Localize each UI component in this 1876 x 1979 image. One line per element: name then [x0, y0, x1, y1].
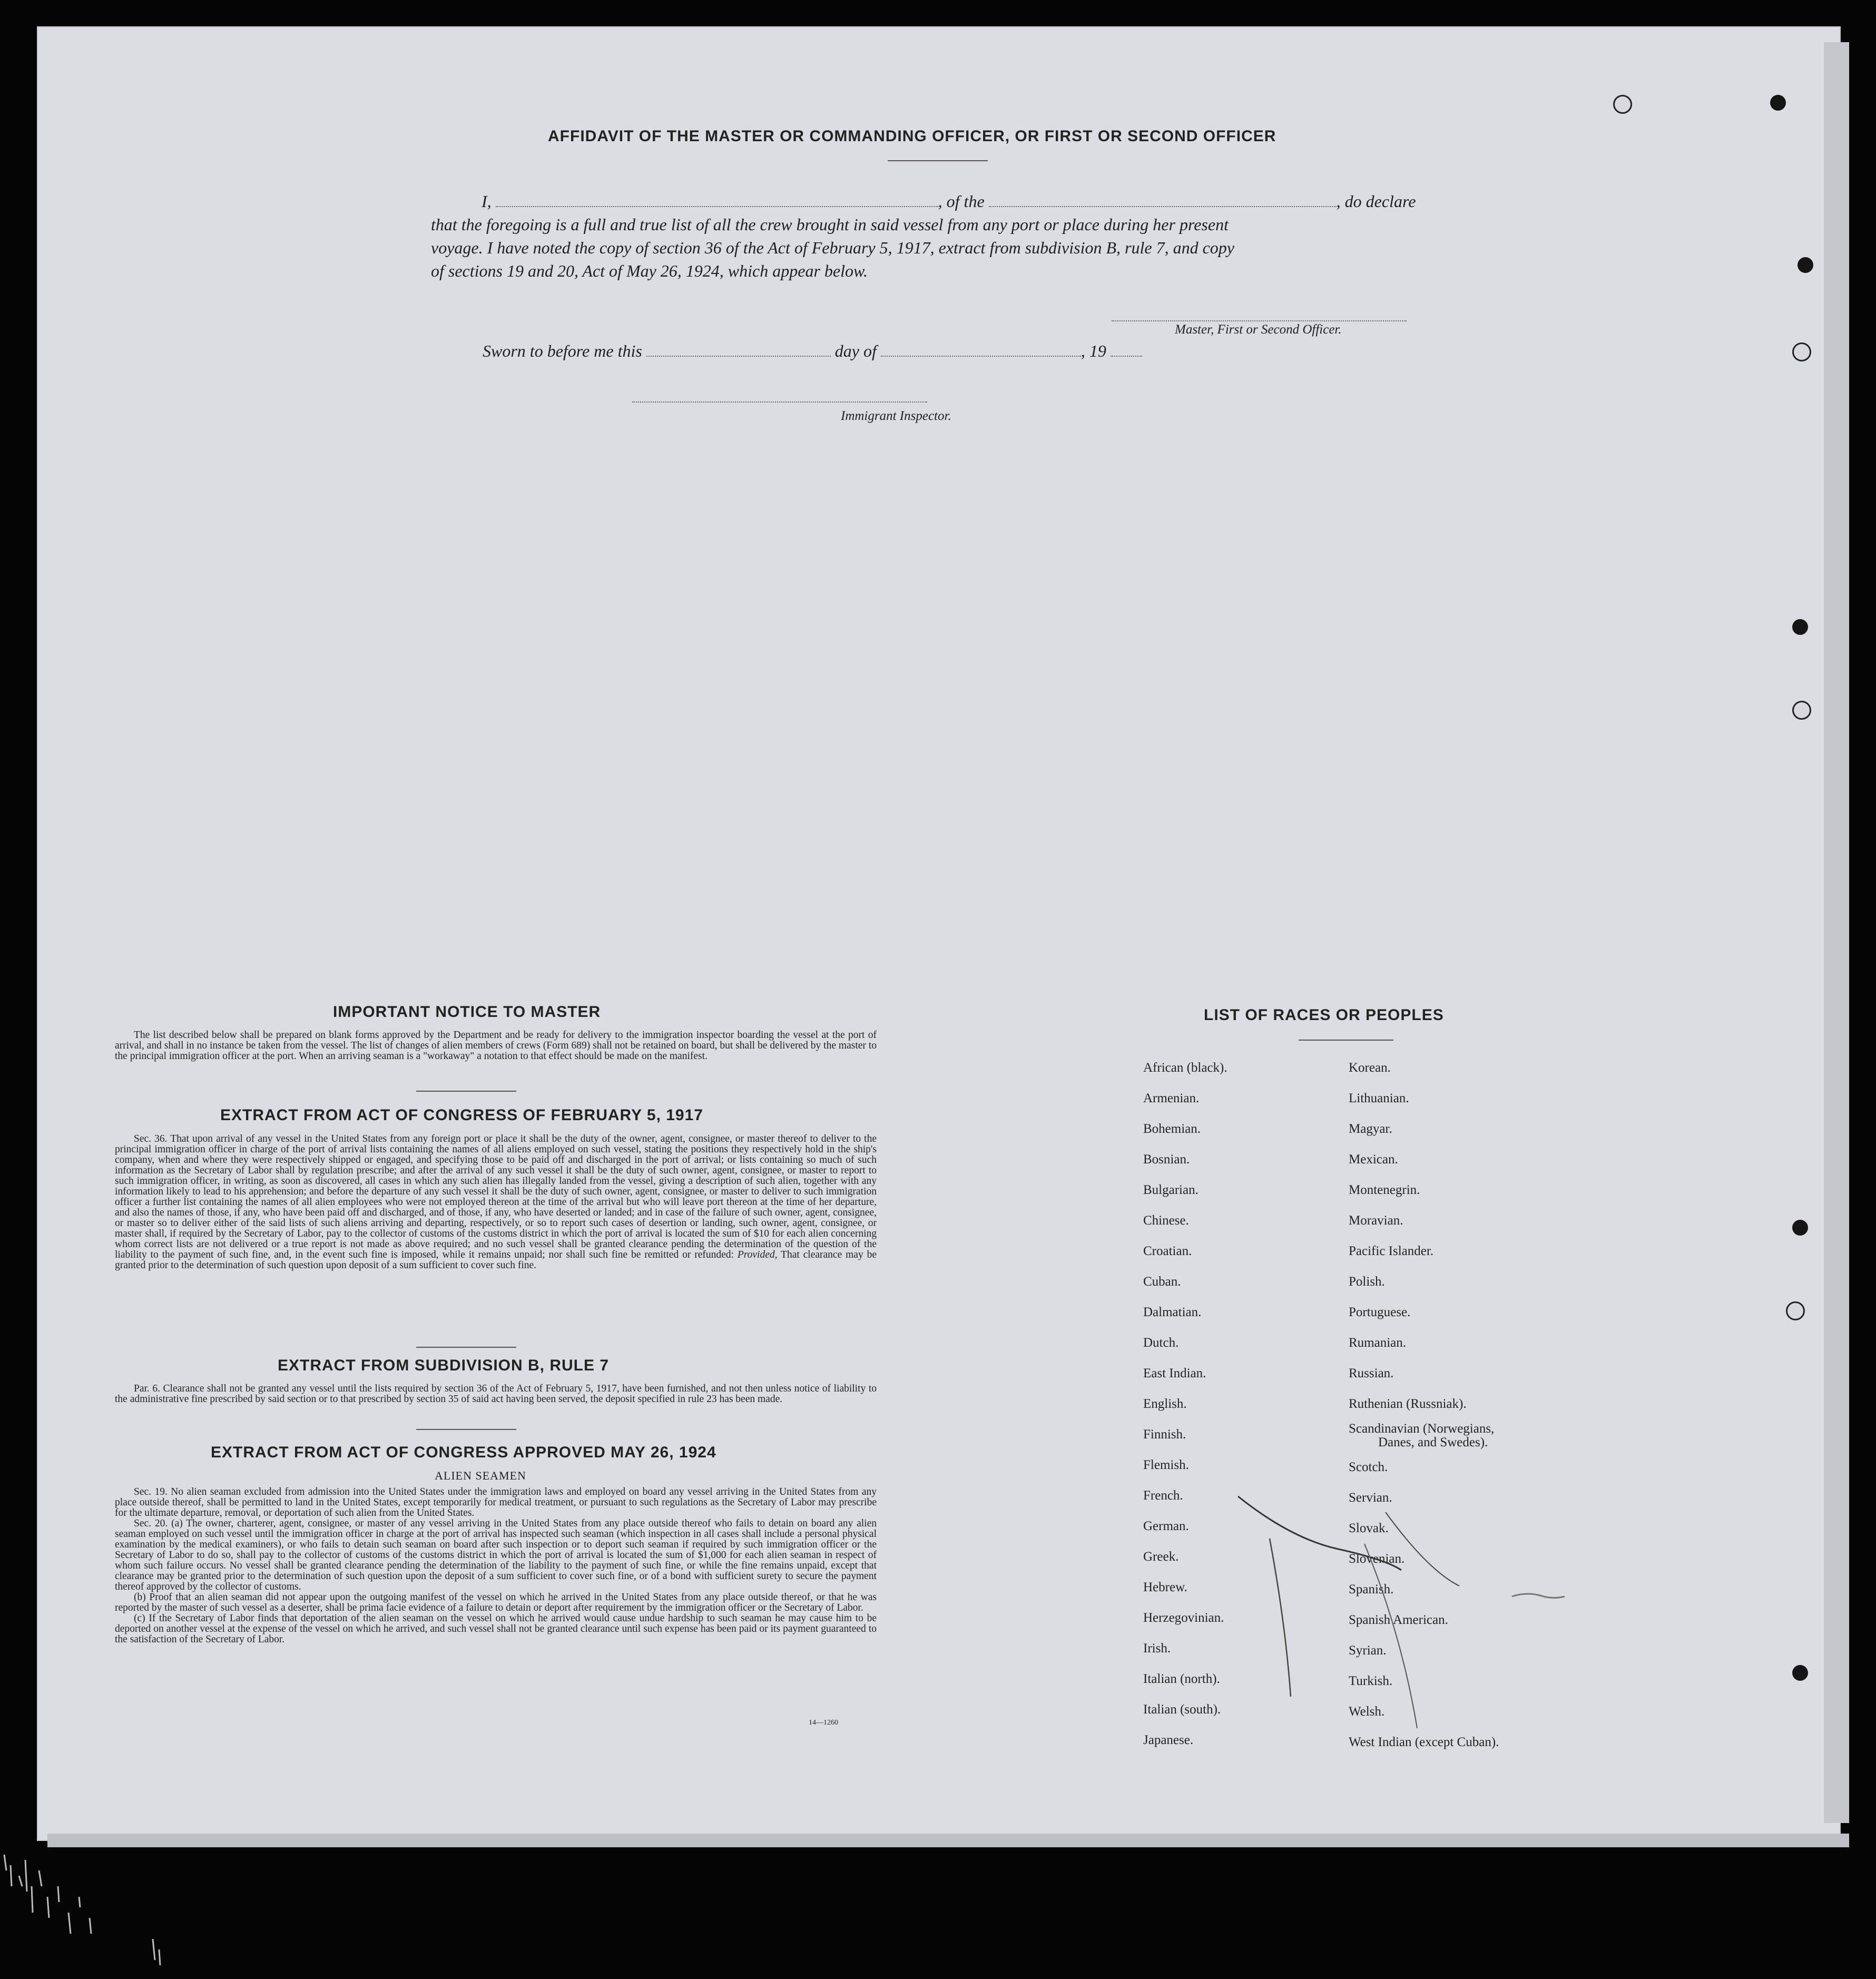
affidavit-line-2: that the foregoing is a full and true list of all the crew brought in said vessel from any port or place during her present [431, 215, 1229, 234]
race-item: East Indian. [1143, 1366, 1206, 1380]
race-item: Ruthenian (Russniak). [1349, 1397, 1467, 1411]
inspector-signature-line[interactable] [632, 388, 927, 403]
race-item-line: Scandinavian (Norwegians, [1349, 1422, 1495, 1436]
race-item: Armenian. [1143, 1091, 1200, 1105]
binder-hole [1770, 95, 1786, 111]
race-item: Rumanian. [1349, 1336, 1407, 1350]
binder-hole [1792, 1665, 1808, 1681]
affidavit-body [431, 190, 1442, 282]
proviso-label: Provided, [737, 1249, 778, 1260]
sheet-edge [1824, 42, 1849, 1823]
race-item: Slovenian. [1349, 1552, 1405, 1566]
month-blank[interactable] [881, 342, 1081, 357]
race-item: Russian. [1349, 1366, 1394, 1380]
form-number: 14—1260 [809, 1719, 838, 1727]
race-item: French. [1143, 1488, 1183, 1503]
race-item: Italian (north). [1143, 1672, 1220, 1686]
affidavit-title: AFFIDAVIT OF THE MASTER OR COMMANDING OFFICER, OR FIRST OR SECOND OFFICER [548, 128, 1276, 145]
rule7-title: EXTRACT FROM SUBDIVISION B, RULE 7 [278, 1357, 610, 1374]
year-blank[interactable] [1111, 342, 1142, 357]
race-item: Chinese. [1143, 1213, 1189, 1228]
rule7-body [115, 1384, 877, 1405]
race-item: English. [1143, 1397, 1187, 1411]
sec-36-text: That upon arrival of any vessel in the United States from any foreign port or place it shall be the duty of the owner, agent, consignee, or master thereof to deliver to the principal immigration officer in charge of the port of arrival lists containing the names of all aliens employed on such vessel, stating the positions they respectively hold in the ship's company, when and where they were respectively shipped or engaged, and specifying those to be paid off and discharged in the port of arrival; or lists containing so much of such information as the Secretary of Labor shall by regulation prescribe; and after the arrival of any such vessel it shall be the duty of such owner, agent, consignee, or master to report to such immigration officer, in writing, as soon as discovered, all cases in which any such alien has illegally landed from the vessel, giving a description of such alien, together with any information likely to lead to his apprehension; and before the departure of any such vessel it shall be the duty of such owner, agent, consignee, or master to deliver to such immigration officer a further list containing the names of all alien employees who were not employed thereon at the time of the arrival but who will leave port thereon at the time of her departure, and also the names of those, if any, who have been paid off and discharged, and of those, if any, who have deserted or landed; and in case of the failure of such owner, agent, consignee, or master so to deliver either of the said lists of such aliens arriving and departing, respectively, or so to report such cases of desertion or landing, such owner, agent, consignee, or master shall, if required by the Secretary of Labor, pay to the collector of customs of the customs district in which the port of arrival is located the sum of $10 for each alien concerning whom correct lists are not delivered or a true report is not made as above required; and no such vessel shall be granted clearance pending the determination of the question of the liability to the payment of such fine, and, in the event such fine is imposed, while it remains unpaid; nor shall such fine be remitted or refunded: [115, 1133, 877, 1260]
races-left-column [1143, 1053, 1227, 1756]
sworn-line [483, 341, 1142, 361]
race-item: Herzegovinian. [1143, 1611, 1224, 1625]
race-item: Bohemian. [1143, 1122, 1201, 1136]
race-item: Dutch. [1143, 1336, 1179, 1350]
race-item: Moravian. [1349, 1213, 1403, 1228]
race-item: Korean. [1349, 1061, 1391, 1075]
sec-20b-text: (b) Proof that an alien seaman did not appear upon the outgoing manifest of the vessel on which he arrived in the United States from any place outside thereof, or that he was reported by the master of such vessel as a deserter, shall be prima facie evidence of a failure to detain or deport after requirement by the immigration officer or the Secretary of Labor. [115, 1592, 877, 1613]
race-item [1349, 1419, 1499, 1452]
pencil-scribble [1227, 1465, 1596, 1749]
title-rule [888, 160, 988, 161]
sec-20a-text: Sec. 20. (a) The owner, charterer, agent, consignee, or master of any vessel arriving in the United States from any place outside thereof who fails to detain on board any alien seaman employed on such vessel until the immigration officer in charge at the port of arrival has inspected such seaman (which inspection in all cases shall include a personal physical examination by the medical examiners), or who fails to detain such seaman on board after such inspection or to deport such seaman if required by such immigration officer or the Secretary of Labor to do so, shall pay to the collector of customs of the customs district in which the port of arrival is located the sum of $1,000 for each alien seaman in respect of whom such failure occurs. No vessel shall be granted clearance pending the determination of the liability to the payment of such fine, or while the fine remains unpaid, except that clearance may be granted prior to the determination of such question upon the deposit of a sum sufficient to cover such fine, or of a bond with sufficient surety to secure the payment thereof approved by the collector of customs. [115, 1518, 877, 1592]
race-item: Spanish. [1349, 1582, 1394, 1596]
extract-1917-rule [416, 1347, 516, 1348]
race-item: Montenegrin. [1349, 1183, 1420, 1197]
race-item: German. [1143, 1519, 1189, 1533]
race-item: Greek. [1143, 1550, 1179, 1564]
notice-text: The list described below shall be prepared on blank forms approved by the Department and be ready for delivery to the immigration inspector boarding the vessel at the port of arrival, and shall in no instance be taken from the vessel. The list of changes of alien members of crews (Form 689) shall not be retained on board, but shall be delivered by the master to the principal immigration officer at the port. When an arriving seaman is a "workaway" a notation to that effect should be made on the manifest. [115, 1030, 877, 1062]
notice-title: IMPORTANT NOTICE TO MASTER [333, 1003, 601, 1021]
binder-hole [1792, 1220, 1808, 1236]
race-item: African (black). [1143, 1061, 1227, 1075]
race-item: Irish. [1143, 1641, 1171, 1655]
race-item: Welsh. [1349, 1704, 1385, 1719]
sheet-bottom-edge [47, 1834, 1849, 1847]
binder-hole [1786, 1301, 1805, 1320]
race-item: Magyar. [1349, 1122, 1392, 1136]
race-item: Dalmatian. [1143, 1305, 1202, 1319]
binder-hole [1798, 257, 1813, 273]
race-item: Pacific Islander. [1349, 1244, 1434, 1258]
day-of-label: day of [834, 341, 877, 360]
race-item: Hebrew. [1143, 1580, 1187, 1594]
act-1924-body [115, 1487, 877, 1645]
inspector-signature-label: Immigrant Inspector. [841, 409, 951, 423]
affidavit-of-the: , of the [938, 192, 985, 211]
affidavit-i: I, [482, 192, 492, 211]
race-item: Polish. [1349, 1275, 1385, 1289]
race-item: Italian (south). [1143, 1702, 1221, 1717]
race-item: Bulgarian. [1143, 1183, 1199, 1197]
year-prefix: , 19 [1081, 341, 1106, 360]
alien-seamen-subtitle: ALIEN SEAMEN [435, 1469, 526, 1482]
race-item: Turkish. [1349, 1674, 1393, 1688]
race-item: Spanish American. [1349, 1613, 1448, 1627]
affidavit-line-1 [431, 190, 1442, 213]
affidavit-declare: , do declare [1336, 192, 1416, 211]
race-item: Cuban. [1143, 1275, 1181, 1289]
race-item: Bosnian. [1143, 1152, 1190, 1167]
race-item: Slovak. [1349, 1521, 1389, 1535]
race-item: West Indian (except Cuban). [1349, 1735, 1499, 1749]
proviso-text: That clearance may be granted prior to the determination of such question upon deposit of a sum sufficient to cover such fine. [115, 1249, 877, 1271]
race-item: Mexican. [1349, 1152, 1398, 1167]
races-rule [1299, 1040, 1393, 1041]
race-item: Servian. [1349, 1491, 1392, 1505]
sec-19-text: Sec. 19. No alien seaman excluded from admission into the United States under the immigration laws and employed on board any vessel arriving in the United States from any place outside thereof, shall be permitted to land in the United States, except temporarily for medical treatment, or pursuant to such regulations as the Secretary of Labor may prescribe for the ultimate departure, removal, or deportation of such alien from the United States. [115, 1486, 877, 1518]
master-signature-label: Master, First or Second Officer. [1175, 322, 1342, 337]
race-item: Portuguese. [1349, 1305, 1411, 1319]
master-signature-line[interactable] [1112, 307, 1407, 321]
extract-1917-title: EXTRACT FROM ACT OF CONGRESS OF FEBRUARY 5, 1917 [220, 1106, 703, 1124]
name-blank[interactable] [496, 192, 938, 207]
affidavit-line-4: of sections 19 and 20, Act of May 26, 1924, which appear below. [431, 261, 868, 280]
races-title: LIST OF RACES OR PEOPLES [1204, 1006, 1444, 1024]
vessel-blank[interactable] [989, 192, 1337, 207]
binder-hole [1792, 701, 1811, 720]
rule7-text: Par. 6. Clearance shall not be granted any vessel until the lists required by section 36 of the Act of February 5, 1917, have been furnished, and not then unless notice of liability to the administrative fine prescribed by said section or to that prescribed by section 35 of said act having been served, the deposit specified in rule 23 has been made. [115, 1383, 877, 1405]
race-item-continuation: Danes, and Swedes). [1378, 1435, 1488, 1449]
binder-hole [1613, 95, 1632, 114]
affidavit-line-3: voyage. I have noted the copy of section 36 of the Act of February 5, 1917, extract from subdivision B, rule 7, and copy [431, 238, 1234, 257]
act-1924-title: EXTRACT FROM ACT OF CONGRESS APPROVED MAY 26, 1924 [211, 1444, 716, 1461]
race-item: Lithuanian. [1349, 1091, 1409, 1105]
race-item: Scotch. [1349, 1460, 1388, 1474]
race-item: Flemish. [1143, 1458, 1189, 1472]
race-item: Japanese. [1143, 1733, 1194, 1747]
race-item: Syrian. [1349, 1643, 1387, 1658]
race-item: Finnish. [1143, 1427, 1186, 1442]
notice-rule [416, 1091, 516, 1092]
scan-artifact [0, 1834, 190, 1976]
day-blank[interactable] [646, 342, 831, 357]
notice-body [115, 1030, 877, 1062]
sworn-label: Sworn to before me this [483, 341, 642, 360]
binder-hole [1792, 342, 1811, 361]
extract-1917-body [115, 1134, 877, 1271]
sec-20c-text: (c) If the Secretary of Labor finds that deportation of the alien seaman on the vessel on which he arrived would cause undue hardship to such seaman he may cause him to be deported on another vessel at the expense of the vessel on which he arrived, and such vessel shall not be granted clearance until such expense has been paid or its payment guaranteed to the satisfaction of the Secretary of Labor. [115, 1613, 877, 1645]
sec-36-label: Sec. 36. [134, 1133, 168, 1144]
race-item: Croatian. [1143, 1244, 1192, 1258]
rule7-rule [416, 1429, 516, 1430]
binder-hole [1792, 619, 1808, 635]
